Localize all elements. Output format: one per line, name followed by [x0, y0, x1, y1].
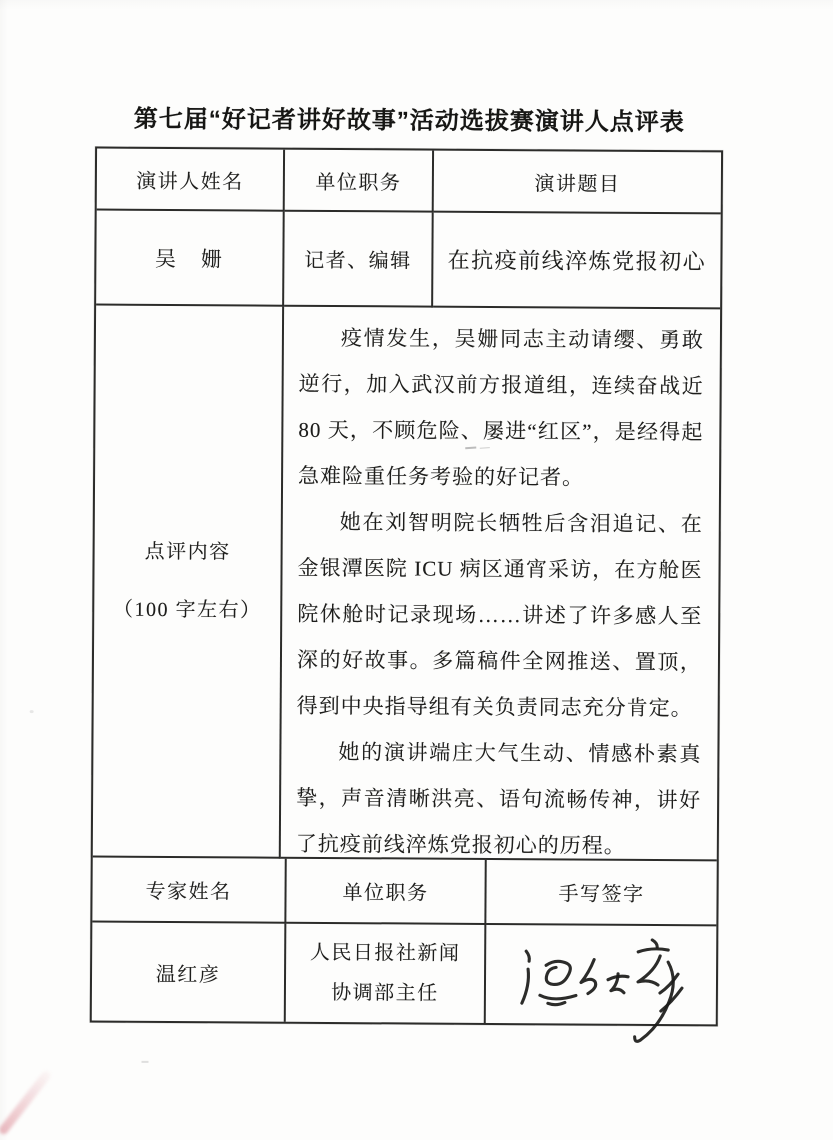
comment-content — [281, 307, 720, 862]
expert-unit-line2: 协调部主任 — [331, 982, 439, 1005]
scan-speck — [30, 710, 34, 713]
signature-cell — [486, 925, 717, 1024]
header-speech-topic: 演讲题目 — [434, 151, 721, 215]
handwritten-signature — [510, 929, 696, 1055]
speaker-section — [96, 149, 721, 310]
expert-name-value: 温红彦 — [92, 923, 287, 1022]
comment-paragraph-1: 疫情发生，吴姗同志主动请缨、勇敢逆行，加入武汉前方报道组，连续奋战近 80 天，不顾危险、屡进“红区”，是经得起急难险重任务考验的好记者。 — [298, 326, 705, 490]
header-unit-position: 单位职务 — [285, 150, 434, 213]
speaker-name-value: 吴 姗 — [96, 211, 285, 307]
speaker-position-value: 记者、编辑 — [284, 212, 434, 308]
comment-label — [93, 306, 284, 859]
comment-paragraph-3: 她的演讲端庄大气生动、情感朴素真挚，声音清晰洪亮、语句流畅传神，讲好了抗疫前线淬炼党报初心的历程。 — [295, 740, 702, 858]
comment-section — [93, 306, 720, 862]
review-form-table — [90, 147, 723, 1027]
comment-label-line1: 点评内容 — [144, 540, 231, 564]
header-speaker-name: 演讲人姓名 — [97, 149, 285, 212]
page-title: 第七届“好记者讲好故事”活动选拔赛演讲人点评表 — [133, 105, 685, 137]
header-expert-unit: 单位职务 — [286, 859, 486, 925]
comment-paragraph-2: 她在刘智明院长牺牲后含泪追记、在金银潭医院 ICU 病区通宵采访，在方舱医院休舱时记录现场……讲述了许多感人至深的好故事。多篇稿件全网推送、置顶，得到中央指导组有关负责同志充分肯定。 — [296, 510, 703, 721]
comment-label-line2: （100 字左右） — [112, 598, 262, 622]
expert-section — [92, 858, 717, 1025]
scan-speck — [142, 1061, 149, 1063]
header-expert-name: 专家姓名 — [92, 858, 286, 924]
header-handwritten-signature: 手写签字 — [486, 860, 716, 926]
expert-unit-line1: 人民日报社新闻 — [309, 941, 461, 965]
expert-unit-value — [286, 924, 487, 1023]
speech-topic-value: 在抗疫前线淬炼党报初心 — [433, 213, 721, 310]
